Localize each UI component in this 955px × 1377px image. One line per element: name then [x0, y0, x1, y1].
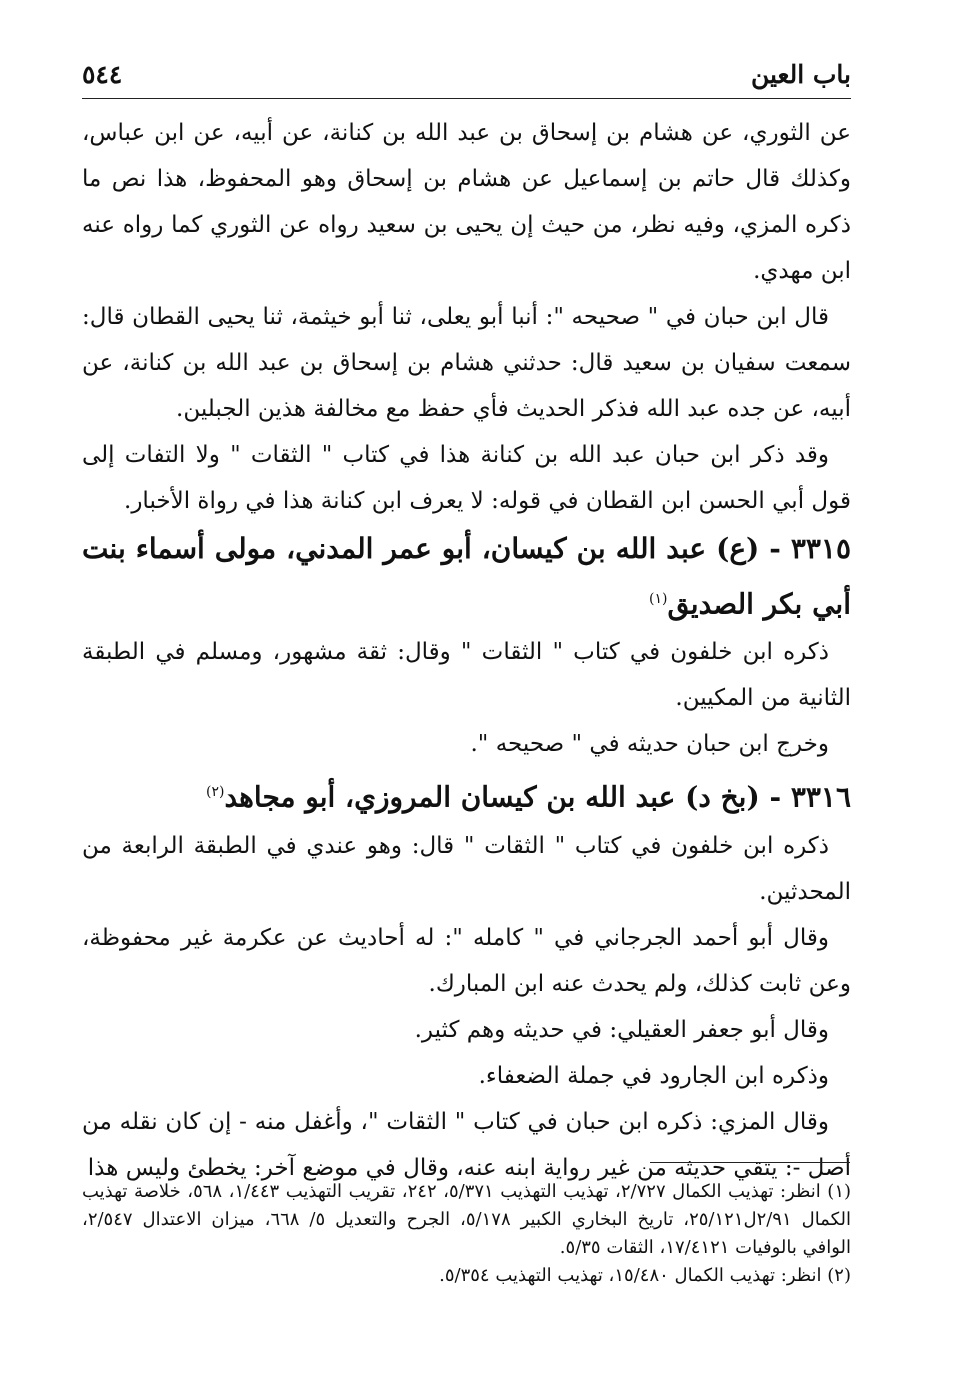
paragraph: وقد ذكر ابن حبان عبد الله بن كنانة هذا في كتاب " الثقات " ولا التفات إلى قول أبي الحسن ابن القطان في قوله: لا يعرف ابن كنانة هذا في رواة الأخبار.: [82, 442, 851, 514]
entry-heading: [82, 524, 851, 629]
paragraph: وخرج ابن حبان حديثه في " صحيحه ".: [470, 731, 829, 758]
page-number: ٥٤٤: [82, 60, 123, 89]
chapter-title: باب العين: [750, 60, 851, 89]
paragraph: وذكره ابن الجارود في جملة الضعفاء.: [478, 1062, 829, 1089]
footnote-divider: [650, 1162, 850, 1163]
entry-heading-text: ٣٣١٦ - (بخ د) عبد الله بن كيسان المروزي، أبو مجاهد: [224, 780, 851, 814]
footnote-marker: (١): [648, 591, 668, 607]
footnote: (١) انظر: تهذيب الكمال ٢/٧٢٧، تهذيب التهذيب ٥/٣٧١، ٢٤٢، تقريب التهذيب ١/٤٤٣، ٥٦٨، خلاصة تهذيب الكمال ٢/٩١ل٢٥/١٢١، تاريخ البخاري الكبير ٥/١٧٨، الجرح والتعديل ٥/ ٦٦٨، ميزان الاعتدال ٢/٥٤٧، الوافي بالوفيات ١٧/٤١٢١، الثقات ٥/٣٥.: [82, 1181, 852, 1258]
paragraph: ذكره ابن خلفون في كتاب " الثقات " وقال: ثقة مشهور، ومسلم في الطبقة الثانية من المكيين.: [82, 639, 851, 712]
paragraph: وقال أبو أحمد الجرجاني في " كامله ": له أحاديث عن عكرمة غير محفوظة، وعن ثابت كذلك، ولم يحدث عنه ابن المبارك.: [82, 924, 851, 997]
main-text: [82, 110, 851, 1191]
paragraph: ذكره ابن خلفون في كتاب " الثقات " قال: وهو عندي في الطبقة الرابعة من المحدثين.: [82, 832, 851, 905]
paragraph: وقال المزي: ذكره ابن حبان في كتاب " الثقات "، وأغفل منه - إن كان نقله من أصل -: يتقي حديثه من غير رواية ابنه عنه، وقال في موضع آخر: يخطئ وليس هذا: [82, 1108, 851, 1181]
footnote-marker: (٢): [205, 784, 225, 801]
footnotes: [82, 1178, 851, 1290]
paragraph: عن الثوري، عن هشام بن إسحاق بن عبد الله بن كنانة، عن أبيه، عن ابن عباس، وكذلك قال حاتم بن إسماعيل عن هشام بن إسحاق وهو المحفوظ، هذا نص ما ذكره المزي، وفيه نظر، من حيث إن يحيى بن سعيد رواه عن الثوري كما رواه عنه ابن مهدي.: [82, 120, 851, 284]
paragraph: وقال أبو جعفر العقيلي: في حديثه وهم كثير.: [414, 1016, 829, 1043]
footnote: (٢) انظر: تهذيب الكمال ١٥/٤٨٠، تهذيب التهذيب ٥/٣٥٤.: [439, 1265, 851, 1286]
page-header: [82, 58, 851, 99]
entry-heading: [82, 767, 851, 822]
paragraph: قال ابن حبان في " صحيحه ": أنبا أبو يعلى، ثنا أبو خيثمة، ثنا يحيى القطان قال: سمعت سفيان بن سعيد قال: حدثني هشام بن إسحاق بن عبد الله بن كنانة، عن أبيه، عن جده عبد الله فذكر الحديث فأي حفظ مع مخالفة هذين الجبلين.: [82, 304, 851, 422]
entry-heading-text: ٣٣١٥ - (ع) عبد الله بن كيسان، أبو عمر المدني، مولى أسماء بنت أبي بكر الصديق: [82, 532, 851, 621]
